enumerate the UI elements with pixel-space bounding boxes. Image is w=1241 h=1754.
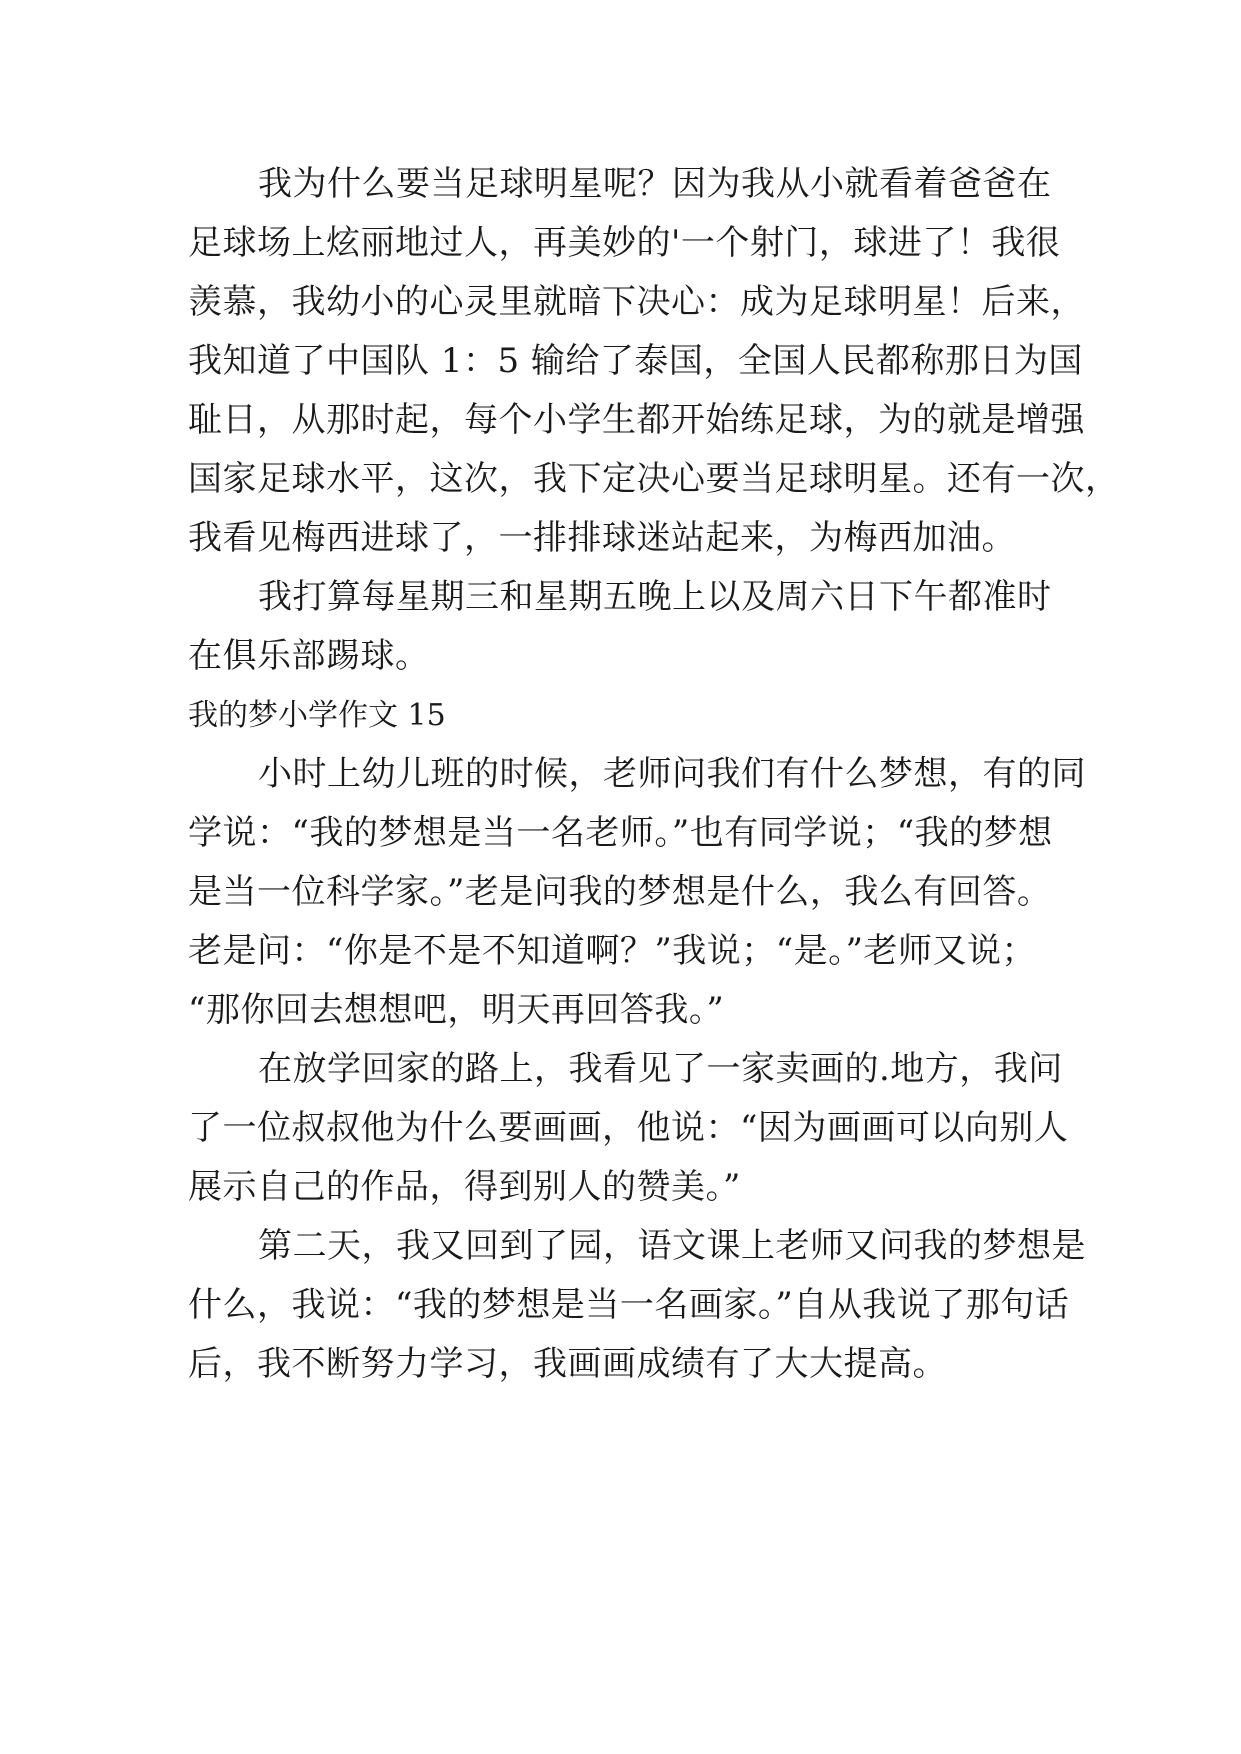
paragraph-line: 我看见梅西进球了，一排排球迷站起来，为梅西加油。: [188, 518, 1016, 558]
paragraph-line: 是当一位科学家。”老是问我的梦想是什么，我么有回答。: [188, 872, 1052, 912]
paragraph-line: 小时上幼儿班的时候，老师问我们有什么梦想，有的同: [258, 754, 1086, 794]
paragraph-line: 我打算每星期三和星期五晚上以及周六日下午都准时: [258, 577, 1052, 617]
paragraph-line: 老是问：“你是不是不知道啊？”我说；“是。”老师又说；: [188, 931, 1037, 971]
paragraph-line: 学说：“我的梦想是当一名老师。”也有同学说；“我的梦想: [188, 813, 1053, 853]
document-body: [188, 155, 1120, 1394]
paragraph-line: 我为什么要当足球明星呢？因为我从小就看着爸爸在: [258, 164, 1052, 204]
paragraph-line: 什么，我说：“我的梦想是当一名画家。”自从我说了那句话: [188, 1285, 1070, 1325]
paragraph-line: 后，我不断努力学习，我画画成绩有了大大提高。: [188, 1344, 947, 1384]
paragraph-line: 耻日，从那时起，每个小学生都开始练足球，为的就是增强: [188, 400, 1085, 440]
paragraph-line: “那你回去想想吧，明天再回答我。”: [188, 990, 725, 1030]
paragraph-line: 羡慕，我幼小的心灵里就暗下决心：成为足球明星！后来，: [188, 282, 1085, 322]
paragraph-line: 足球场上炫丽地过人，再美妙的'一个射门，球进了！我很: [188, 223, 1061, 263]
paragraph-line: 在放学回家的路上，我看见了一家卖画的.地方，我问: [258, 1049, 1063, 1089]
paragraph-line: 我知道了中国队 1：5 输给了泰国，全国人民都称那日为国: [188, 341, 1083, 381]
paragraph-line: 在俱乐部踢球。: [188, 636, 430, 676]
paragraph-line: 国家足球水平，这次，我下定决心要当足球明星。还有一次，: [188, 459, 1120, 499]
paragraph-line: 第二天，我又回到了园，语文课上老师又问我的梦想是: [258, 1226, 1086, 1266]
paragraph-line: 了一位叔叔他为什么要画画，他说：“因为画画可以向别人: [188, 1108, 1069, 1148]
paragraph-line: 展示自己的作品，得到别人的赞美。”: [188, 1167, 741, 1207]
section-heading: 我的梦小学作文 15: [188, 698, 446, 733]
